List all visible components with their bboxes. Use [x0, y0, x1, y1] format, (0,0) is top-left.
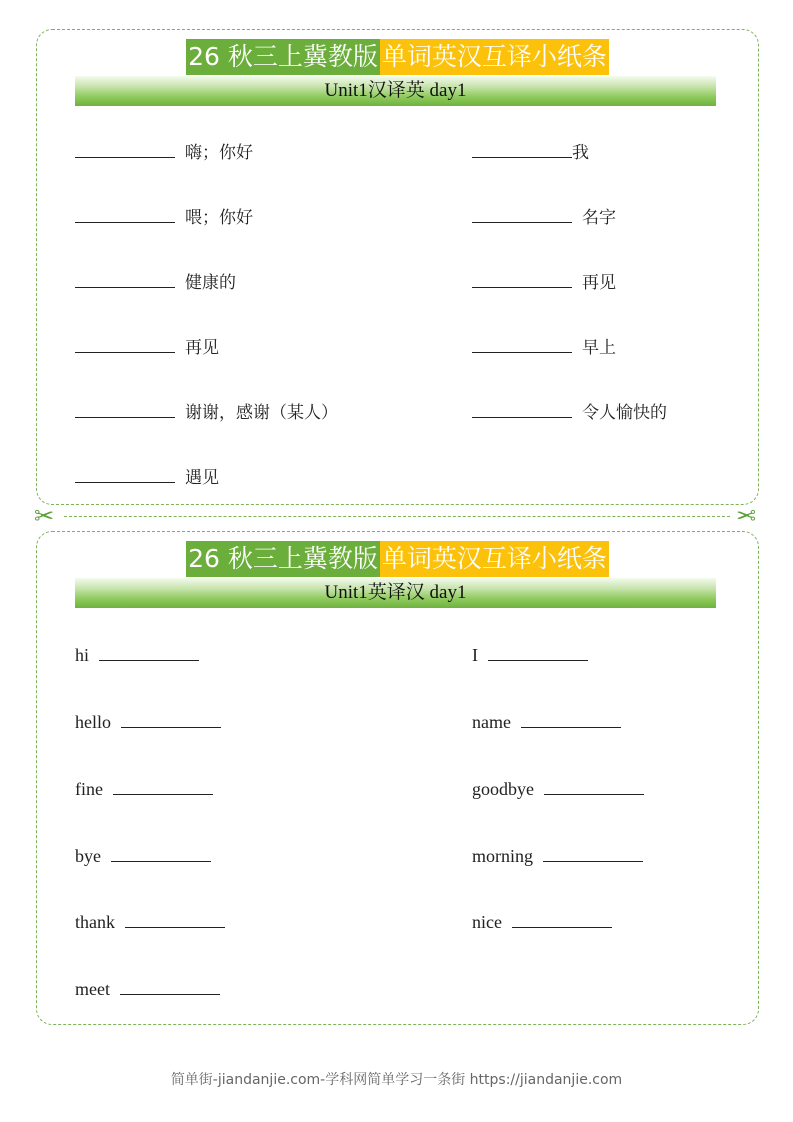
- vocab-prompt: 喂；你好: [185, 208, 253, 228]
- vocab-prompt: meet: [75, 979, 110, 999]
- vocab-item: [75, 845, 211, 868]
- vocab-item: [75, 644, 199, 667]
- vocab-item: [75, 402, 338, 424]
- vocab-prompt: bye: [75, 846, 101, 866]
- answer-blank[interactable]: [472, 142, 572, 158]
- vocab-item: [472, 711, 621, 734]
- vocab-item: [472, 402, 667, 424]
- answer-blank[interactable]: [125, 912, 225, 928]
- answer-blank[interactable]: [472, 207, 572, 223]
- vocab-item: [75, 272, 236, 294]
- scissors-icon: ✂: [34, 502, 55, 530]
- vocab-item: [75, 778, 213, 801]
- answer-blank[interactable]: [75, 467, 175, 483]
- answer-blank[interactable]: [472, 402, 572, 418]
- vocab-prompt: 令人愉快的: [582, 403, 667, 423]
- vocab-prompt: goodbye: [472, 779, 534, 799]
- answer-blank[interactable]: [113, 779, 213, 795]
- vocab-prompt: morning: [472, 846, 533, 866]
- vocab-item: [472, 911, 612, 934]
- vocab-item: [75, 207, 253, 229]
- card-title: [37, 39, 758, 75]
- answer-blank[interactable]: [99, 645, 199, 661]
- vocab-item: [75, 467, 219, 489]
- vocab-prompt: 我: [572, 143, 589, 163]
- vocab-item: [75, 978, 220, 1001]
- worksheet-card-en-to-cn: [36, 531, 759, 1025]
- vocab-prompt: fine: [75, 779, 103, 799]
- vocab-item: [75, 142, 253, 164]
- answer-blank[interactable]: [544, 779, 644, 795]
- unit-banner: Unit1英译汉 day1: [75, 578, 716, 608]
- vocab-prompt: 再见: [582, 273, 616, 293]
- answer-blank[interactable]: [543, 846, 643, 862]
- answer-blank[interactable]: [75, 337, 175, 353]
- vocab-prompt: nice: [472, 912, 502, 932]
- answer-blank[interactable]: [472, 337, 572, 353]
- answer-blank[interactable]: [111, 846, 211, 862]
- answer-blank[interactable]: [488, 645, 588, 661]
- answer-blank[interactable]: [75, 207, 175, 223]
- title-yellow-part: 单词英汉互译小纸条: [380, 39, 609, 75]
- vocab-item: [472, 778, 644, 801]
- vocab-prompt: hello: [75, 712, 111, 732]
- vocab-prompt: thank: [75, 912, 115, 932]
- vocab-item: [75, 337, 219, 359]
- title-green-part: 26 秋三上冀教版: [186, 541, 380, 577]
- answer-blank[interactable]: [75, 142, 175, 158]
- scissors-icon: ✂: [736, 502, 757, 530]
- vocab-item: [75, 911, 225, 934]
- vocab-item: [472, 207, 616, 229]
- unit-banner: Unit1汉译英 day1: [75, 76, 716, 106]
- card-title: [37, 541, 758, 577]
- vocab-prompt: 嗨；你好: [185, 143, 253, 163]
- answer-blank[interactable]: [512, 912, 612, 928]
- title-yellow-part: 单词英汉互译小纸条: [380, 541, 609, 577]
- vocab-item: [75, 711, 221, 734]
- vocab-prompt: 再见: [185, 338, 219, 358]
- answer-blank[interactable]: [521, 712, 621, 728]
- answer-blank[interactable]: [75, 272, 175, 288]
- vocab-item: [472, 845, 643, 868]
- vocab-prompt: 名字: [582, 208, 616, 228]
- vocab-prompt: 谢谢，感谢（某人）: [185, 403, 338, 423]
- vocab-prompt: 早上: [582, 338, 616, 358]
- worksheet-card-cn-to-en: [36, 29, 759, 505]
- vocab-item: [472, 142, 589, 164]
- cut-line: [64, 516, 730, 517]
- title-green-part: 26 秋三上冀教版: [186, 39, 380, 75]
- page-footer: 简单街-jiandanjie.com-学科网简单学习一条街 https://jiandanjie.com: [170, 1072, 623, 1088]
- vocab-prompt: hi: [75, 645, 90, 665]
- vocab-prompt: I: [472, 645, 478, 665]
- answer-blank[interactable]: [75, 402, 175, 418]
- answer-blank[interactable]: [121, 712, 221, 728]
- vocab-item: [472, 337, 616, 359]
- vocab-item: [472, 644, 588, 667]
- vocab-prompt: 健康的: [185, 273, 236, 293]
- vocab-item: [472, 272, 616, 294]
- answer-blank[interactable]: [120, 979, 220, 995]
- answer-blank[interactable]: [472, 272, 572, 288]
- vocab-prompt: name: [472, 712, 511, 732]
- vocab-prompt: 遇见: [185, 468, 219, 488]
